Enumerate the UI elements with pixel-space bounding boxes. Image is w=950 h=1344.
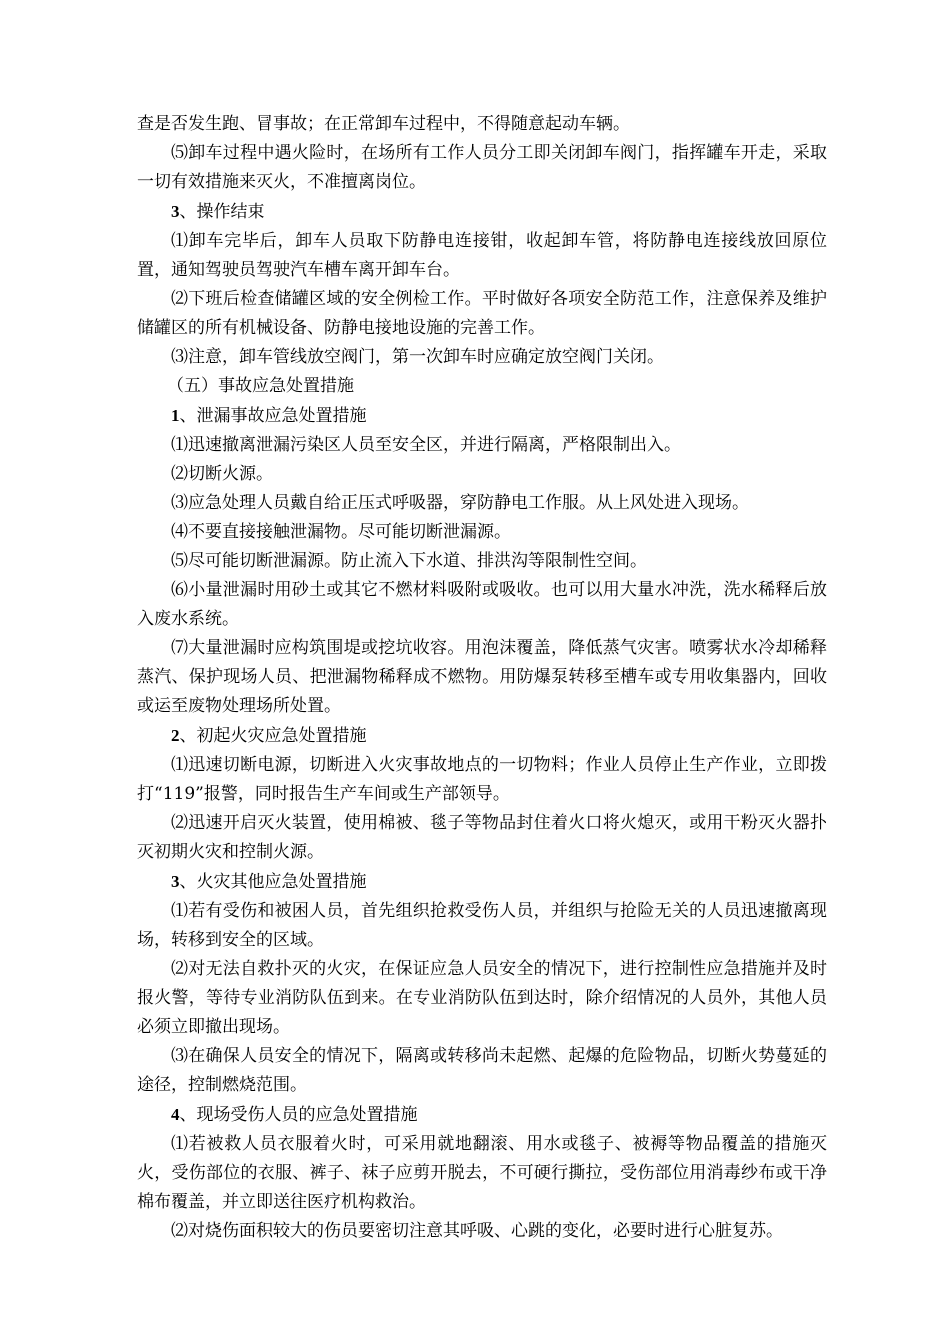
paragraph: ⑸卸车过程中遇火险时，在场所有工作人员分工即关闭卸车阀门，指挥罐车开走，采取一切有效措施来灭火，不准擅离岗位。 <box>137 143 827 192</box>
paragraph: ⑺大量泄漏时应构筑围堤或挖坑收容。用泡沫覆盖，降低蒸气灾害。喷雾状水冷却稀释蒸汽、保护现场人员、把泄漏物稀释成不燃物。用防爆泵转移至槽车或专用收集器内，回收或运至废物处理场所处置。 <box>137 638 827 716</box>
paragraph: ⑴若被救人员衣服着火时，可采用就地翻滚、用水或毯子、被褥等物品覆盖的措施灭火，受伤部位的衣服、裤子、袜子应剪开脱去，不可硬行撕拉，受伤部位用消毒纱布或干净棉布覆盖，并立即送往医疗机构救治。 <box>137 1134 827 1212</box>
section-heading: （五）事故应急处置措施 <box>167 376 354 396</box>
heading-number: 3 <box>171 202 180 221</box>
paragraph: ⑵迅速开启灭火装置，使用棉被、毯子等物品封住着火口将火熄灭，或用干粉灭火器扑灭初期火灾和控制火源。 <box>137 813 827 862</box>
paragraph: ⑵下班后检查储罐区域的安全例检工作。平时做好各项安全防范工作，注意保养及维护储罐区的所有机械设备、防静电接地设施的完善工作。 <box>137 289 827 338</box>
paragraph: ⑵对烧伤面积较大的伤员要密切注意其呼吸、心跳的变化，必要时进行心脏复苏。 <box>171 1221 783 1241</box>
subsection-heading <box>137 1100 827 1130</box>
paragraph: ⑶注意，卸车管线放空阀门，第一次卸车时应确定放空阀门关闭。 <box>171 347 664 367</box>
paragraph: ⑵对无法自救扑灭的火灾，在保证应急人员安全的情况下，进行控制性应急措施并及时报火警，等待专业消防队伍到来。在专业消防队伍到达时，除介绍情况的人员外，其他人员必须立即撤出现场。 <box>137 959 827 1037</box>
subsection-heading <box>137 721 827 751</box>
heading-text: 、操作结束 <box>179 202 265 222</box>
paragraph: ⑴迅速切断电源，切断进入火灾事故地点的一切物料；作业人员停止生产作业，立即拨打“119”报警，同时报告生产车间或生产部领导。 <box>137 755 827 804</box>
subsection-heading <box>137 867 827 897</box>
heading-number: 1 <box>171 406 180 425</box>
heading-number: 2 <box>171 726 180 745</box>
paragraph: ⑵切断火源。 <box>171 464 273 484</box>
document-page <box>137 110 827 1246</box>
paragraph: 查是否发生跑、冒事故；在正常卸车过程中，不得随意起动车辆。 <box>137 114 630 134</box>
subsection-heading <box>137 401 827 431</box>
paragraph: ⑴若有受伤和被困人员，首先组织抢救受伤人员，并组织与抢险无关的人员迅速撤离现场，转移到安全的区域。 <box>137 901 827 950</box>
heading-number: 3 <box>171 872 180 891</box>
heading-text: 、泄漏事故应急处置措施 <box>179 406 367 426</box>
heading-number: 4 <box>171 1105 180 1124</box>
paragraph: ⑶应急处理人员戴自给正压式呼吸器，穿防静电工作服。从上风处进入现场。 <box>171 493 749 513</box>
subsection-heading <box>137 197 827 227</box>
heading-text: 、现场受伤人员的应急处置措施 <box>179 1105 418 1125</box>
paragraph: ⑹小量泄漏时用砂土或其它不燃材料吸附或吸收。也可以用大量水冲洗，洗水稀释后放入废水系统。 <box>137 580 827 629</box>
paragraph: ⑸尽可能切断泄漏源。防止流入下水道、排洪沟等限制性空间。 <box>171 551 647 571</box>
paragraph: ⑴迅速撤离泄漏污染区人员至安全区，并进行隔离，严格限制出入。 <box>171 435 681 455</box>
heading-text: 、初起火灾应急处置措施 <box>179 726 367 746</box>
paragraph: ⑶在确保人员安全的情况下，隔离或转移尚未起燃、起爆的危险物品，切断火势蔓延的途径，控制燃烧范围。 <box>137 1046 827 1095</box>
heading-text: 、火灾其他应急处置措施 <box>179 872 367 892</box>
paragraph: ⑷不要直接接触泄漏物。尽可能切断泄漏源。 <box>171 522 511 542</box>
paragraph: ⑴卸车完毕后，卸车人员取下防静电连接钳，收起卸车管，将防静电连接线放回原位置，通知驾驶员驾驶汽车槽车离开卸车台。 <box>137 231 827 280</box>
